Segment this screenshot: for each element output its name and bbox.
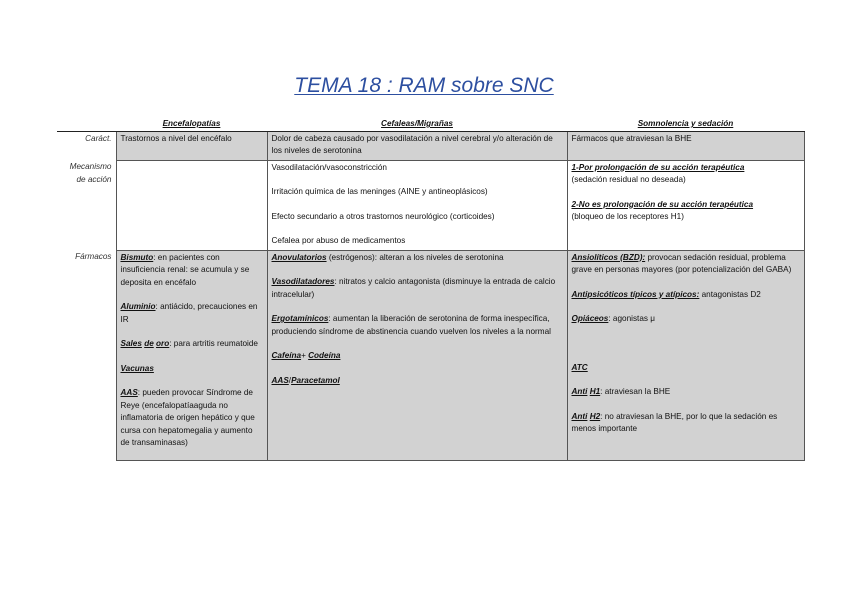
- cell-mecanismo-cefaleas: Vasodilatación/vasoconstricción Irritación química de las meninges (AINE y antineoplásicos) Efecto secundario a otros trastornos neurológico (corticoides) Cefalea por abuso de medicamentos: [267, 160, 567, 250]
- row-farmacos: [57, 250, 804, 460]
- row-mecanismo: [57, 160, 804, 250]
- row-label-farmacos: Fármacos: [57, 250, 116, 460]
- cell-mecanismo-encefalopatias: [116, 160, 267, 250]
- cell-farmacos-somnolencia: Ansiolíticos (BZD): provocan sedación residual, problema grave en personas mayores (por potencialización del GABA) Antipsicóticos típicos y atípicos: antagonistas D2 Opiáceos: agonistas μ ATC Anti H1: atraviesan la BHE Anti H2: no atraviesan la BHE, por lo que la sedación es menos importante: [567, 250, 804, 460]
- page-title: TEMA 18 : RAM sobre SNC: [294, 74, 554, 97]
- row-label-caract: Caráct.: [57, 131, 116, 160]
- header-encefalopatias: Encefalopatías: [116, 118, 267, 131]
- cell-farmacos-encefalopatias: Bismuto: en pacientes con insuficiencia renal: se acumula y se deposita en encéfalo Aluminio: antiácido, precauciones en IR Sales de oro: para artritis reumatoide Vacunas AAS: pueden provocar Síndrome de Reye (encefalopatíaaguda no inflamatoria de origen hepático y que cursa con hepatomegalia y aumento de transaminasas): [116, 250, 267, 460]
- row-caract: [57, 131, 804, 160]
- cell-caract-somnolencia: Fármacos que atraviesan la BHE: [567, 131, 804, 160]
- cell-caract-cefaleas: Dolor de cabeza causado por vasodilatación a nivel cerebral y/o alteración de los niveles de serotonina: [267, 131, 567, 160]
- header-cefaleas: Cefaleas/Migrañas: [267, 118, 567, 131]
- cell-caract-encefalopatias: Trastornos a nivel del encéfalo: [116, 131, 267, 160]
- table-header-row: [57, 118, 804, 131]
- header-empty: [57, 118, 116, 131]
- row-label-mecanismo: Mecanismo de acción: [57, 160, 116, 250]
- ram-table: [57, 118, 805, 461]
- cell-farmacos-cefaleas: Anovulatorios (estrógenos): alteran a los niveles de serotonina Vasodilatadores: nitratos y calcio antagonista (disminuye la entrada de calcio intracelular) Ergotamínicos: aumentan la liberación de serotonina de forma inespecífica, produciendo síndrome de abstinencia cuando vuelven los niveles a la normal Cafeína+ Codeína AAS/Paracetamol: [267, 250, 567, 460]
- header-somnolencia: Somnolencia y sedación: [567, 118, 804, 131]
- cell-mecanismo-somnolencia: 1-Por prolongación de su acción terapéutica (sedación residual no deseada) 2-No es prolongación de su acción terapéutica (bloqueo de los receptores H1): [567, 160, 804, 250]
